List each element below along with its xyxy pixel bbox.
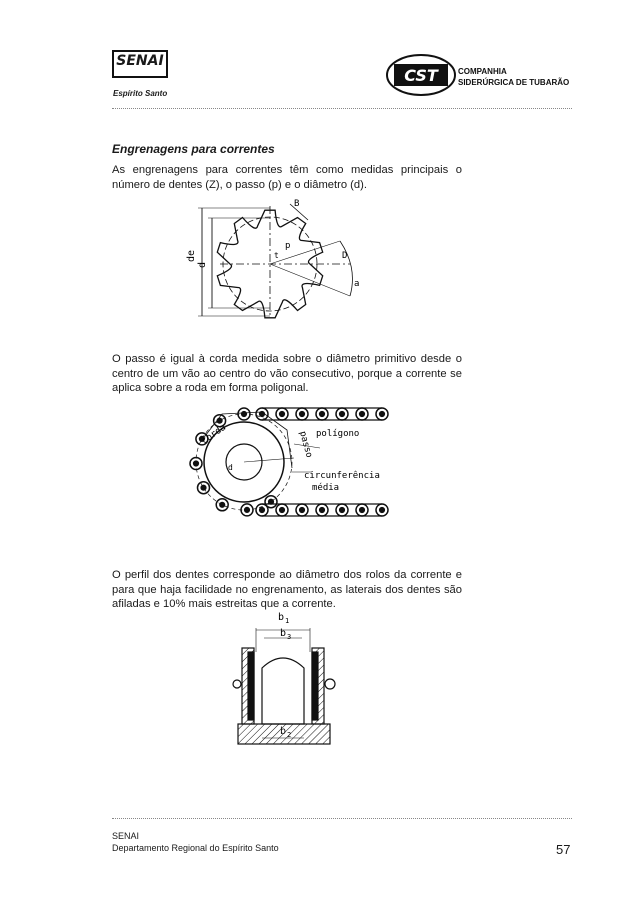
- label-de: de: [186, 249, 197, 262]
- chain-pin: [201, 485, 206, 490]
- footer-org: SENAI: [112, 831, 140, 841]
- chain-pin: [300, 412, 305, 417]
- chain-pin: [360, 508, 365, 513]
- chain-pin: [380, 412, 385, 417]
- senai-logo-text: SENAI: [116, 53, 164, 69]
- label-b2-sub: 2: [287, 731, 292, 739]
- header-divider: [112, 108, 572, 109]
- label-b3: b: [280, 628, 287, 639]
- label-b3-sub: 3: [287, 633, 292, 641]
- chain-pin: [300, 508, 305, 513]
- footer-divider: [112, 818, 572, 819]
- chain-pin: [380, 508, 385, 513]
- label-d: d: [197, 261, 208, 268]
- chain-pin: [280, 412, 285, 417]
- header-state: Espírito Santo: [113, 89, 168, 98]
- paragraph-3: O perfil dos dentes corresponde ao diâmetro dos rolos da corrente e para que haja facilidade no engrenamento, as laterais dos dentes são afiladas e 10% mais estreitas que a corrente.: [112, 569, 462, 610]
- chain-pin: [245, 507, 250, 512]
- cst-logo: [384, 50, 458, 100]
- paragraph-1: As engrenagens para correntes têm como medidas principais o número de dentes (Z), o passo (p) e o diâmetro (d).: [112, 164, 462, 191]
- chain-pin: [320, 508, 325, 513]
- chain-figure: [182, 400, 392, 520]
- section-title: Engrenagens para correntes: [112, 142, 275, 156]
- label-b1: b: [278, 612, 285, 623]
- label-d2: d: [228, 463, 233, 472]
- label-circ2: média: [312, 483, 340, 493]
- chain-pin: [260, 508, 265, 513]
- company-line-2: SIDERÚRGICA DE TUBARÃO: [458, 78, 570, 87]
- senai-logo: [112, 50, 168, 78]
- chain-pin: [242, 412, 247, 417]
- company-name: [458, 66, 569, 88]
- chain-pin: [280, 508, 285, 513]
- label-b1-sub: 1: [285, 617, 290, 625]
- label-D: D: [342, 251, 348, 261]
- chain-pin: [320, 412, 325, 417]
- label-a: a: [354, 279, 360, 289]
- footer-department: Departamento Regional do Espírito Santo: [112, 843, 279, 853]
- paragraph-2: O passo é igual à corda medida sobre o diâmetro primitivo desde o centro de um vão ao centro do vão consecutivo, porque a corrente se aplica sobre a roda em forma poligonal.: [112, 353, 462, 394]
- label-circ1: circunferência: [304, 471, 380, 481]
- cst-logo-text: CST: [404, 66, 438, 85]
- page-number: 57: [556, 842, 571, 857]
- label-p: p: [285, 241, 291, 251]
- label-t: t: [274, 251, 279, 260]
- chain-pin: [260, 412, 265, 417]
- label-b2: b: [280, 726, 287, 737]
- company-line-1: COMPANHIA: [458, 67, 507, 76]
- label-passo: passo: [297, 430, 314, 459]
- chain-pin: [360, 412, 365, 417]
- chain-pin: [340, 508, 345, 513]
- chain-pin: [220, 502, 225, 507]
- label-poligono: polígono: [316, 429, 360, 439]
- chain-pin: [194, 461, 199, 466]
- tooth-profile-figure: [232, 608, 344, 748]
- label-B: B: [294, 199, 300, 209]
- chain-pin: [340, 412, 345, 417]
- label-corda: corda: [199, 422, 228, 447]
- sprocket-figure: [186, 196, 370, 320]
